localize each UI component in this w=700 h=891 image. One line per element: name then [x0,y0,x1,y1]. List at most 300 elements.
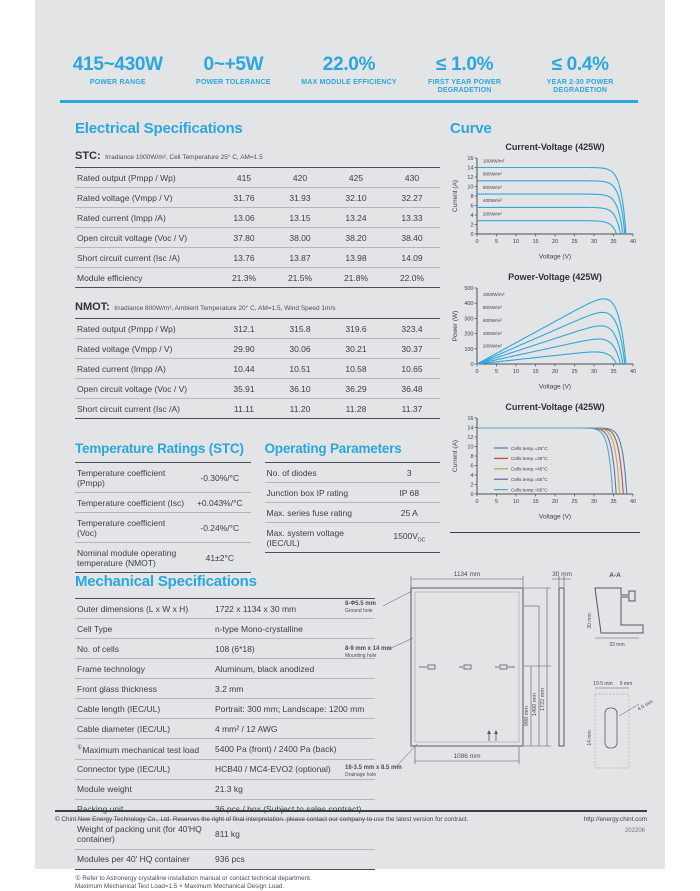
row-label [75,849,213,869]
ratings-parameters-row [75,441,440,573]
y-tick-label: 0 [470,362,474,368]
row-value: 38.00 [272,228,328,248]
row-value: 13.98 [328,248,384,268]
y-tick-label: 16 [467,416,474,422]
mechanical-footnote [75,875,405,891]
stat-value: ≤ 0.4% [551,54,609,75]
chart-title: Power-Voltage (425W) [508,272,602,282]
label-text: Weight of packing unit (for 40'HQ container) [77,824,202,845]
table-row [75,463,251,493]
label-text: Outer dimensions (L x W x H) [77,603,189,614]
value-text: 21.3 kg [215,784,243,795]
y-tick-label: 300 [464,316,474,323]
legend-label: Cells temp.=25°C [511,445,548,451]
row-value [379,523,440,553]
stat-label: POWER RANGE [89,79,146,86]
table-row [75,379,440,399]
row-label: Rated voltage (Vmpp / V) [75,339,216,359]
row-value [189,543,250,573]
mechanical-specs-table [75,598,375,870]
series-label: 200W/m² [482,343,502,349]
mechanical-drawing-svg [343,566,665,804]
table-row [75,719,375,739]
mechanical-specs-title: Mechanical Specifications [75,573,257,590]
label-text: Temperature coefficient (Pmpp) [77,467,166,488]
row-value: 13.76 [216,248,272,268]
table-row [75,493,251,513]
x-tick-label: 5 [494,369,499,375]
row-value [379,483,440,503]
series-label: 1000W/m² [482,158,505,164]
value-text: 3 [406,467,412,478]
row-value: 36.29 [328,379,384,399]
row-value: 32.27 [384,188,440,208]
table-row [75,699,375,719]
row-value: 13.24 [328,208,384,228]
series-label: 400W/m² [482,330,502,336]
footnote-line-2: Maximum Mechanical Test Load=1.5 × Maximum Mechanical Design Load. [75,882,285,890]
footer-url: http://energy.chint.com [583,816,647,823]
x-tick-label: 30 [590,239,598,245]
series-line [477,221,617,234]
curve-section-divider [450,532,640,533]
row-value: 319.6 [345,323,367,334]
x-tick-label: 0 [475,369,479,375]
iv-curve-chart [450,141,642,267]
row-value: 13.33 [384,208,440,228]
table-row [75,513,251,543]
electrical-specs-title: Electrical Specifications [75,120,243,137]
table-row [75,779,375,799]
row-label [75,493,189,513]
table-row [75,543,251,573]
stat-value: 415~430W [72,54,163,75]
row-label [265,523,379,553]
row-value: 10.65 [384,359,440,379]
row-label [75,819,213,849]
dim-30-label: 30 mm [552,571,572,578]
table-row [75,819,375,849]
row-label: Module efficiency [75,268,216,288]
footer-doc-code: 202206 [624,828,645,834]
x-tick-label: 30 [590,369,598,375]
row-value: 11.20 [272,399,328,419]
row-value: 11.11 [216,399,272,419]
mounting-hole-label: 8-9 mm x 14 mm [345,646,392,652]
value-text: 108 (6*18) [215,643,255,654]
series-label: 800W/m² [482,171,502,177]
table-row [75,188,440,208]
value-text: 3.2 mm [215,683,244,694]
section-height-label: 30 mm [587,613,593,629]
row-value [379,463,440,483]
stat-value: ≤ 1.0% [435,54,494,75]
row-value: 11.37 [384,399,440,419]
x-tick-label: 5 [494,239,499,245]
label-text: Temperature coefficient (Isc) [77,497,185,508]
row-value: 415 [236,172,252,183]
section-cut-arrows [487,730,498,741]
y-tick-label: 200 [464,331,474,338]
row-value [379,503,440,523]
y-tick-label: 6 [470,463,474,470]
x-tick-label: 40 [629,499,637,505]
value-text: +0.043%/°C [196,497,243,508]
dim-990-label: 990 mm [524,706,530,726]
row-value: 21.3% [216,268,272,288]
label-text: Max. series fuse rating [266,507,353,518]
row-label: Rated voltage (Vmpp / V) [75,188,216,208]
row-value: 425 [348,172,364,183]
mounting-hole-detail [587,681,654,768]
y-tick-label: 8 [470,454,474,460]
table-row [75,359,440,379]
operating-parameters-title: Operating Parameters [264,441,402,456]
value-text: -0.30%/°C [200,472,240,483]
x-tick-label: 20 [551,499,559,505]
table-row [75,599,375,619]
right-column [450,120,642,533]
row-label [75,699,213,719]
row-value [213,819,375,849]
label-text: Packing unit [77,804,124,815]
table-row [75,849,375,869]
temperature-ratings-section [75,441,251,573]
footnote-line-1: ① Refer to Astronergy crystalline installation manual or contact technical department. [75,874,312,882]
value-text: 5400 Pa (front) / 2400 Pa (back) [215,743,337,754]
row-label [75,779,213,799]
series-label: 600W/m² [482,184,502,190]
legend-label: Cells temp.=65°C [511,487,548,493]
row-value: 35.91 [216,379,272,399]
module-side-view [559,588,564,746]
label-text: Junction box IP rating [266,487,349,498]
y-tick-label: 10 [467,444,474,451]
label-text: No. of cells [77,643,120,654]
drainage-hole-label: 16-3.5 mm x 8.5 mm [345,765,402,771]
row-value [189,463,250,493]
stc-conditions [75,146,440,167]
x-tick-label: 35 [610,499,617,505]
legend-label: Cells temp.=55°C [511,477,548,482]
stat-label: MAX MODULE EFFICIENCY [301,79,397,86]
y-tick-label: 8 [470,194,474,200]
operating-parameters-section [265,441,441,573]
row-label [75,719,213,739]
y-tick-label: 10 [467,184,474,191]
stat-label: FIRST YEAR POWER DEGRADETION [428,79,502,94]
nmot-conditions-text: Irradiance 800W/m², Ambient Temperature 20° C, AM=1.5, Wind Speed 1m/s [114,305,336,312]
module-glass-area [415,592,519,742]
x-tick-label: 20 [551,239,559,245]
table-row [265,483,441,503]
y-tick-label: 2 [470,222,474,229]
y-tick-label: 4 [470,213,474,219]
row-label: Short circuit current (Isc /A) [75,248,216,268]
y-axis-label: Current (A) [452,179,459,213]
table-row [75,248,440,268]
y-tick-label: 14 [467,165,474,172]
legend-label: Cells temp.=45°C [511,466,548,472]
row-value: 38.20 [328,228,384,248]
table-row [75,679,375,699]
x-tick-label: 25 [571,239,578,245]
row-value: 31.76 [216,188,272,208]
table-row [75,619,375,639]
stat-label: YEAR 2-30 POWER DEGRADETION [546,79,614,94]
row-label: Open circuit voltage (Voc / V) [75,228,216,248]
operating-parameters-table [265,462,441,553]
chart-svg [450,141,638,262]
value-subscript: DC [417,537,426,544]
label-text: No. of diodes [266,467,317,478]
row-value: 37.80 [216,228,272,248]
y-tick-label: 14 [467,425,474,432]
stat-value: 22.0% [322,54,376,75]
row-value: 420 [292,172,308,183]
header-stats-row [60,54,638,95]
footer [55,810,647,823]
row-value [213,849,375,869]
row-value: 36.10 [272,379,328,399]
value-text: Portrait: 300 mm; Landscape: 1200 mm [215,703,365,714]
header-stat [522,54,638,95]
ground-hole-sublabel: Ground hole [345,608,373,614]
detail-radius-label: 4.5 mm [636,698,655,713]
x-axis-label: Voltage (V) [538,253,572,261]
value-text: 41±2°C [205,552,234,563]
label-text: Frame technology [77,663,146,674]
stc-table [75,167,440,288]
value-text: 1722 x 1134 x 30 mm [215,603,297,614]
label-text: Modules per 40' HQ container [77,854,190,865]
row-value: 315.8 [289,323,311,334]
value-text: IP 68 [399,487,420,498]
table-row [75,228,440,248]
x-tick-label: 0 [475,239,479,245]
row-label [75,513,189,543]
row-label [75,739,213,760]
mechanical-drawing [343,566,665,804]
row-value: 312.1 [233,323,255,334]
stc-tag: STC: [75,150,101,162]
row-value: 30.21 [328,339,384,359]
x-tick-label: 10 [512,369,520,375]
label-text: Nominal module operating temperature (NMOT) [77,547,177,568]
row-value: 13.15 [272,208,328,228]
ground-hole-label: 8-Φ5.5 mm [345,601,376,607]
dim-1722-label: 1722 mm [540,688,546,711]
table-row [265,463,441,483]
label-text: Module weight [77,784,132,795]
chart-axes [477,288,633,364]
label-text: Temperature coefficient (Voc) [77,517,166,538]
header-stat [60,54,176,95]
row-label: Open circuit voltage (Voc / V) [75,379,216,399]
curve-title: Curve [450,120,492,137]
header-stat [407,54,523,95]
x-tick-label: 10 [512,239,520,245]
table-row [75,659,375,679]
row-label [75,679,213,699]
row-label [75,463,189,493]
drainage-hole-sublabel: Drainage hole [345,772,377,778]
legend-label: Cells temp.=35°C [511,456,548,462]
y-tick-label: 6 [470,203,474,210]
nmot-table [75,318,440,419]
row-label [75,619,213,639]
mounting-slots [419,665,515,669]
iv-temperature-chart [450,401,642,527]
row-label [265,463,379,483]
row-value: 430 [404,172,420,183]
table-row [265,523,441,553]
table-row [75,319,440,339]
label-text: Max. system voltage (IEC/UL) [266,527,344,548]
label-text: Cable diameter (IEC/UL) [77,723,171,734]
stc-conditions-text: Irradiance 1000W/m², Cell Temperature 25° C, AM=1.5 [105,154,263,161]
row-value: 30.37 [384,339,440,359]
table-row [75,339,440,359]
datasheet-page [35,0,665,890]
stat-value: 0~+5W [203,54,264,75]
label-footnote-mark: ① [77,744,83,751]
y-tick-label: 4 [470,473,474,479]
frame-cross-section [595,588,643,633]
row-value: 32.10 [328,188,384,208]
x-tick-label: 30 [590,499,598,505]
series-label: 800W/m² [482,304,502,310]
row-value: 14.09 [384,248,440,268]
chart-axes [477,158,633,234]
series-line [477,428,620,494]
label-text: Maximum mechanical test load [82,744,200,755]
y-tick-label: 12 [467,175,474,181]
dim-1400-label: 1400 mm [532,693,538,716]
table-row [75,268,440,288]
chart-title: Current-Voltage (425W) [505,142,605,152]
y-tick-label: 0 [470,232,474,238]
label-text: Connector type (IEC/UL) [77,764,171,775]
row-value: 36.48 [384,379,440,399]
dim-1086-label: 1086 mm [453,753,481,760]
row-label: Rated current (Impp /A) [75,208,216,228]
series-line [477,352,617,364]
x-axis-label: Voltage (V) [538,383,572,391]
footer-copyright: © Chint New Energy Technology Co., Ltd. Reserves the right of final interpretation. please contact our company to use the latest version for contract. [55,816,469,823]
detail-offset-label: 9 mm [619,681,633,687]
series-label: 200W/m² [482,211,502,217]
row-label: Short circuit current (Isc /A) [75,399,216,419]
x-tick-label: 25 [571,369,578,375]
table-row [75,208,440,228]
y-tick-label: 400 [464,301,474,308]
table-row [75,759,375,779]
row-value: 13.87 [272,248,328,268]
row-label [265,503,379,523]
value-text: -0.24%/°C [200,522,240,533]
table-row [265,503,441,523]
nmot-conditions [75,297,440,318]
table-row [75,399,440,419]
row-value: 31.93 [272,188,328,208]
mounting-hole-sublabel: Mounting hole [345,653,377,659]
series-label: 1000W/m² [482,292,505,298]
temperature-ratings-title: Temperature Ratings (STC) [75,441,244,456]
row-label [75,759,213,779]
value-text: n-type Mono-crystalline [215,623,303,634]
nmot-tag: NMOT: [75,301,110,313]
temperature-ratings-table [75,462,251,573]
chart-svg [450,271,638,392]
header-stat [176,54,292,95]
y-tick-label: 100 [464,346,474,353]
row-value: 10.58 [328,359,384,379]
x-tick-label: 15 [532,239,539,245]
section-aa-label: A-A [609,572,621,579]
value-text: Aluminum, black anodized [215,663,315,674]
label-text: Cable length (IEC/UL) [77,703,161,714]
row-label [75,639,213,659]
stat-label: POWER TOLERANCE [195,79,271,86]
y-tick-label: 2 [470,482,474,489]
value-text: 1500V [393,531,418,542]
x-tick-label: 40 [629,239,637,245]
row-label: Rated output (Pmpp / Wp) [77,323,176,334]
y-axis-label: Current (A) [452,439,459,473]
x-tick-label: 15 [532,499,539,505]
x-tick-label: 20 [551,369,559,375]
ground-hole-leader [383,591,412,606]
row-value: 21.5% [272,268,328,288]
row-label [265,483,379,503]
pv-curve-chart [450,271,642,397]
row-value: 10.51 [272,359,328,379]
detail-height-label: 14 mm [587,730,593,746]
x-tick-label: 0 [475,499,479,505]
row-value: 29.90 [216,339,272,359]
row-value: 30.06 [272,339,328,359]
row-value: 11.28 [328,399,384,419]
row-value: 22.0% [384,268,440,288]
table-row [75,639,375,659]
row-value: 38.40 [384,228,440,248]
row-label: Rated output (Pmpp / Wp) [77,172,176,183]
y-tick-label: 500 [464,286,474,292]
section-width-label: 33 mm [609,642,625,648]
row-value [189,493,250,513]
label-text: Front glass thickness [77,683,157,694]
x-tick-label: 35 [610,369,617,375]
x-tick-label: 15 [532,369,539,375]
x-tick-label: 10 [512,499,520,505]
value-text: 4 mm² / 12 AWG [215,723,278,734]
header-stat [291,54,407,95]
row-label [75,543,189,573]
x-tick-label: 40 [629,369,637,375]
header-stats-underline [60,100,638,103]
detail-width-label: 19.5 mm [593,681,613,687]
chart-svg [450,401,638,522]
row-value: 323.4 [401,323,423,334]
value-text: 36 pcs / box (Subject to sales contract) [215,804,362,815]
y-axis-label: Power (W) [452,310,459,342]
series-label: 400W/m² [482,198,502,204]
table-row [75,739,375,760]
value-text: 936 pcs [215,854,245,865]
x-tick-label: 5 [494,499,499,505]
y-tick-label: 0 [470,492,474,498]
